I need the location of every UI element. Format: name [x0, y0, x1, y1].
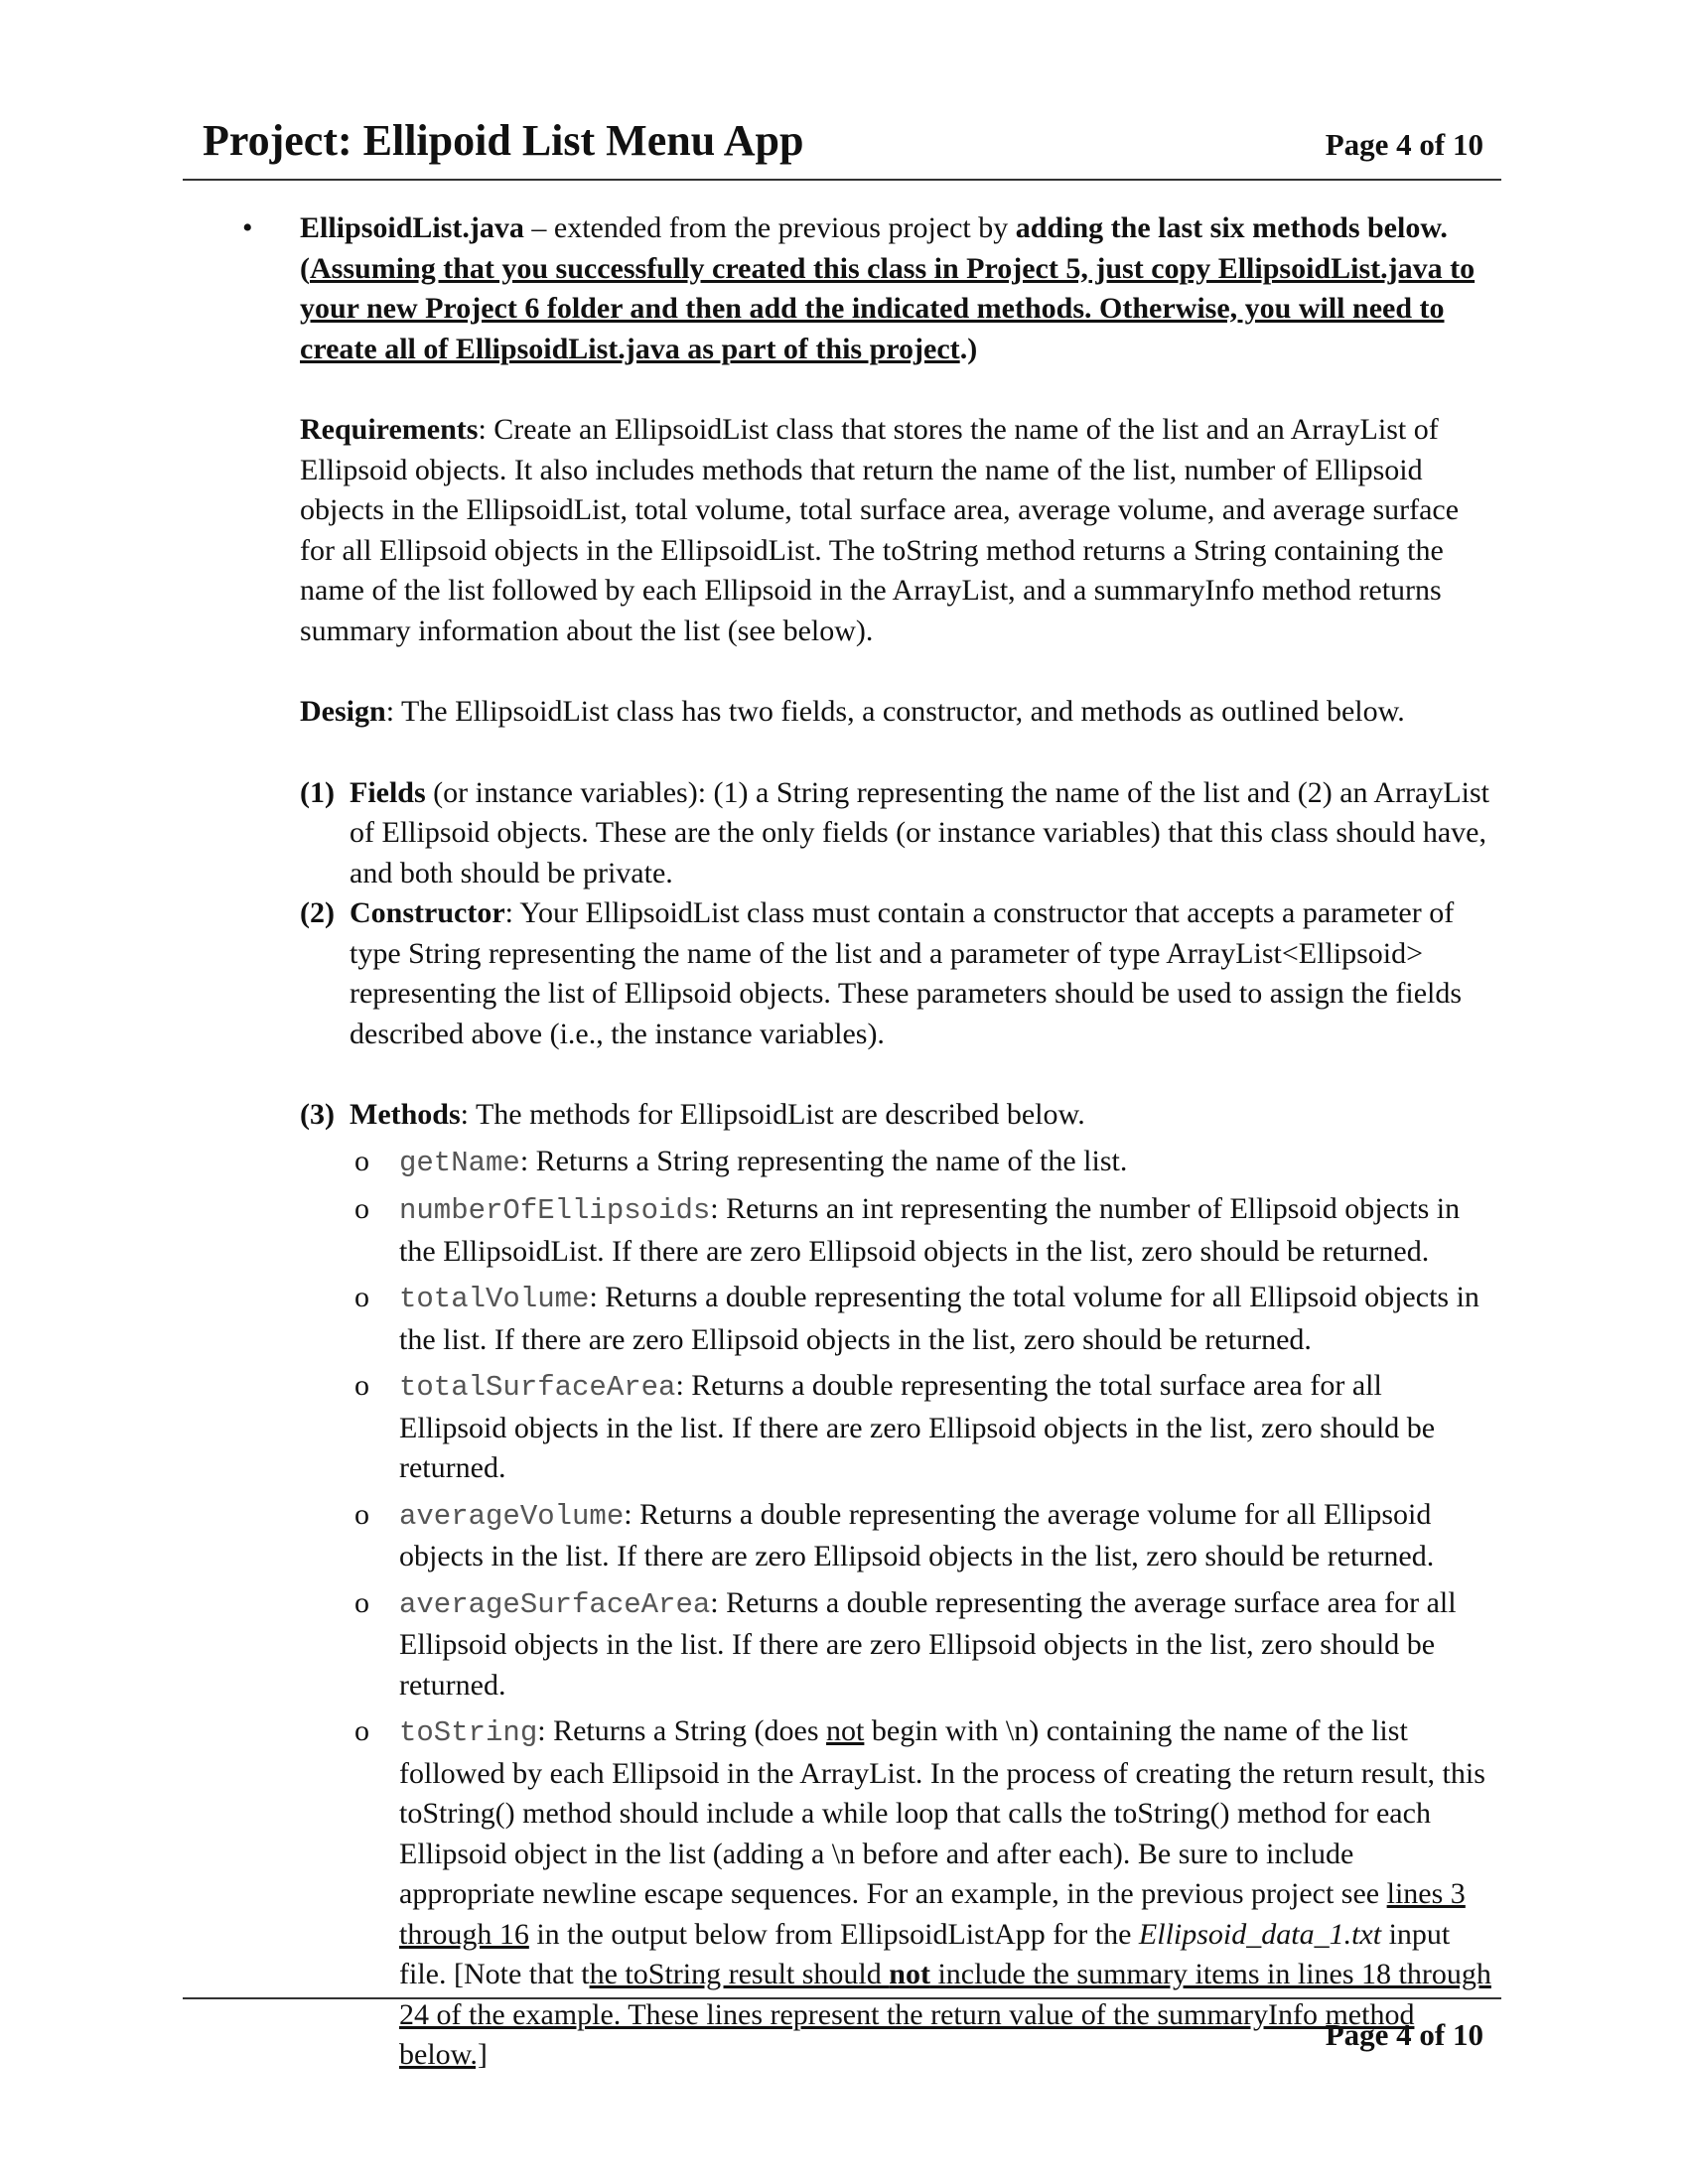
methods-section: (3) Methods: The methods for EllipsoidList are described below. o getName: Returns a String representing the name of the list. o numberOfEllipsoids: Returns an int representing the number of Ellipsoid objects in the EllipsoidList. If there are zero Ellipsoid objects in the list, zero should be returned. o totalVolume: Returns a double representing the total volume for all Ellipsoid objects in the list. If there are zero Ellipsoid objects in the list, zero should be returned. o totalSurfaceArea: Returns a double representing the total surface area for all Ellipsoid objects in the list. If there are zero Ellipsoid objects in the list, zero should be returned. o averageVolume: Returns a double representing the average volume for all Ellipsoid objects in the list. If there are zero Ellipsoid objects in the list, zero should be returned. o averageSurfaceArea: Returns a double representing the average surface area for all Ellipsoid objects in the list. If there are zero Ellipsoid objects in the list, zero should be returned. o toString: Returns a String (does not begin with \n) containing the name of the list followed by each Ellipsoid in the ArrayList. In the process of creating the return result, this toString() method should include a while loop that calls the toString() method for each Ellipsoid object in the list (adding a \n before and after each). Be sure to include appropriate newline escape sequences. For an example, in the previous project see lines 3 through 16 in the output below from EllipsoidListApp for the Ellipsoid_data_1.txt input file. [Note that the toString result should not include the summary items in lines 18 through 24 of the example. These lines represent the return value of the summaryInfo method below.]	[300, 1095, 1496, 2076]
page-footer	[183, 1997, 1501, 2069]
method-item-tostring: o toString: Returns a String (does not begin with \n) containing the name of the list followed by each Ellipsoid in the ArrayList. In the process of creating the return result, this toString() method should include a while loop that calls the toString() method for each Ellipsoid object in the list (adding a \n before and after each). Be sure to include appropriate newline escape sequences. For an example, in the previous project see lines 3 through 16 in the output below from EllipsoidListApp for the Ellipsoid_data_1.txt input file. [Note that the toString result should not include the summary items in lines 18 through 24 of the example. These lines represent the return value of the summaryInfo method below.]	[354, 1714, 1491, 2071]
main-content	[242, 208, 1501, 2076]
data-file-name: Ellipsoid_data_1.txt	[1138, 1917, 1382, 1951]
method-item: o numberOfEllipsoids: Returns an int representing the number of Ellipsoid objects in the EllipsoidList. If there are zero Ellipsoid objects in the list, zero should be returned.	[354, 1192, 1461, 1268]
method-item: o averageSurfaceArea: Returns a double representing the average surface area for all Ellipsoid objects in the list. If there are zero Ellipsoid objects in the list, zero should be returned.	[354, 1585, 1457, 1702]
methods-list	[350, 1142, 1496, 2076]
page-number-bottom: Page 4 of 10	[1325, 2017, 1483, 2052]
bullet-icon: •	[242, 211, 253, 244]
document-title: Project: Ellipoid List Menu App	[203, 116, 804, 165]
method-item: o totalSurfaceArea: Returns a double representing the total surface area for all Ellipsoid objects in the list. If there are zero Ellipsoid objects in the list, zero should be returned.	[354, 1369, 1436, 1484]
underlined-instruction: Assuming that you successfully created this class in Project 5, just copy EllipsoidList.java to your new Project 6 folder and then add the indicated methods. Otherwise, you will need to create all of EllipsoidList.java as part of this project	[300, 251, 1476, 365]
fields-section: (1) Fields (or instance variables): (1) a String representing the name of the list and (2) an ArrayList of Ellipsoid objects. These are the only fields (or instance variables) that this class should have, and both should be private.	[300, 775, 1489, 889]
lines-reference: lines 3 through 16	[399, 1877, 1466, 1951]
class-filename: EllipsoidList.java	[300, 211, 524, 244]
method-item: o totalVolume: Returns a double representing the total volume for all Ellipsoid objects in the list. If there are zero Ellipsoid objects in the list, zero should be returned.	[354, 1281, 1479, 1356]
constructor-section: (2) Constructor: Your EllipsoidList class must contain a constructor that accepts a parameter of type String representing the name of the list and a parameter of type ArrayList<Ellipsoid> representing the list of Ellipsoid objects. These parameters should be used to assign the fields described above (i.e., the instance variables).	[300, 896, 1463, 1050]
requirements-paragraph: Requirements: Create an EllipsoidList class that stores the name of the list and an ArrayList of Ellipsoid objects. It also includes methods that return the name of the list, number of Ellipsoid objects in the EllipsoidList, total volume, total surface area, average volume, and average surface for all Ellipsoid objects in the EllipsoidList. The toString method returns a String containing the name of the list followed by each Ellipsoid in the ArrayList, and a summaryInfo method returns summary information about the list (see below).	[300, 413, 1460, 647]
method-item: o averageVolume: Returns a double representing the average volume for all Ellipsoid objects in the list. If there are zero Ellipsoid objects in the list, zero should be returned.	[354, 1497, 1435, 1572]
page-number-top: Page 4 of 10	[1325, 127, 1483, 162]
intro-paragraph: EllipsoidList.java – extended from the previous project by adding the last six methods below. (Assuming that you successfully created this class in Project 5, just copy EllipsoidList.java to your new Project 6 folder and then add the indicated methods. Otherwise, you will need to create all of EllipsoidList.java as part of this project.)	[300, 211, 1476, 365]
page-header	[183, 111, 1501, 181]
method-item: o getName: Returns a String representing the name of the list.	[354, 1144, 1128, 1179]
design-paragraph: Design: The EllipsoidList class has two fields, a constructor, and methods as outlined below.	[300, 695, 1405, 728]
